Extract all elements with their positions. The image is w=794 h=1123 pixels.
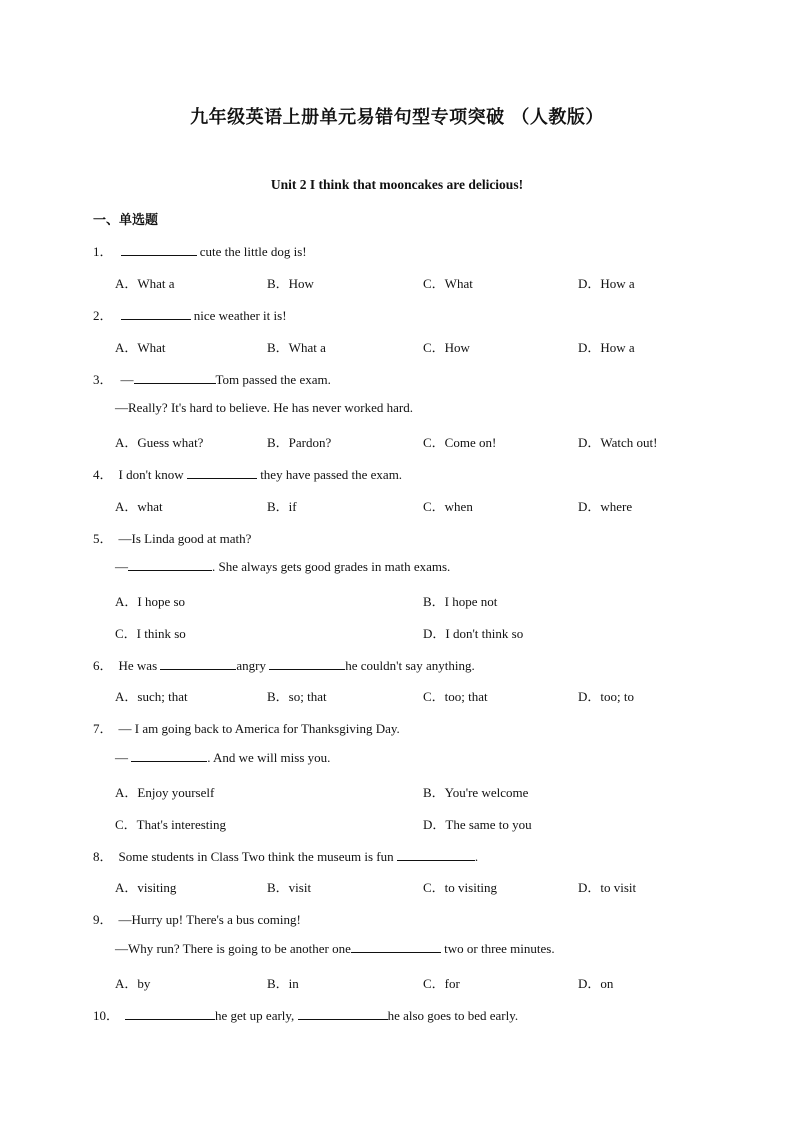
option-b: B．visit	[267, 880, 312, 895]
question-text: angry	[236, 658, 270, 673]
option-a: A．what	[115, 499, 163, 514]
question-number: 7．	[93, 721, 113, 736]
question-5	[93, 528, 251, 547]
question-text: Some students in Class Two think the museum is fun	[118, 849, 397, 864]
question-8	[93, 846, 478, 865]
question-6	[93, 655, 475, 674]
dialogue-line	[115, 559, 450, 575]
option-b: B．How	[267, 276, 314, 291]
option-c: C．too; that	[423, 689, 488, 704]
answer-blank	[128, 559, 212, 571]
dash: —	[115, 559, 128, 574]
question-9	[93, 909, 301, 928]
question-4	[93, 464, 402, 483]
option-b: B．What a	[267, 340, 326, 355]
question-text: — I am going back to America for Thanksgiving Day.	[118, 721, 400, 736]
option-a: A．by	[115, 976, 151, 991]
question-text: . And we will miss you.	[207, 750, 331, 765]
option-c: C．when	[423, 499, 473, 514]
section-heading: 一、单选题	[93, 213, 159, 228]
question-text: . She always gets good grades in math exams.	[212, 559, 451, 574]
option-c: C．Come on!	[423, 435, 497, 450]
option-c: C．to visiting	[423, 880, 498, 895]
question-1	[93, 241, 307, 260]
question-number: 4．	[93, 467, 113, 482]
answer-blank	[131, 750, 207, 762]
question-text: I don't know	[118, 467, 187, 482]
question-text: he also goes to bed early.	[387, 1008, 519, 1023]
dialogue-line	[115, 750, 330, 766]
question-number: 6．	[93, 658, 113, 673]
question-2	[93, 305, 287, 324]
option-b: B．You're welcome	[423, 785, 529, 800]
question-3	[93, 369, 331, 388]
option-d: D．The same to you	[423, 817, 532, 832]
question-number: 5．	[93, 531, 113, 546]
option-d: D．Watch out!	[578, 435, 658, 450]
option-b: B．I hope not	[423, 594, 498, 609]
dialogue-line	[115, 941, 555, 957]
option-d: D．too; to	[578, 689, 634, 704]
dash: —	[115, 750, 132, 765]
option-a: A．Guess what?	[115, 435, 204, 450]
option-a: A．What	[115, 340, 166, 355]
answer-blank	[397, 849, 475, 861]
answer-blank	[160, 658, 236, 670]
option-d: D．I don't think so	[423, 626, 524, 641]
option-c: C．I think so	[115, 626, 186, 641]
option-c: C．What	[423, 276, 473, 291]
question-7	[93, 718, 400, 737]
answer-blank	[121, 308, 191, 320]
option-d: D．How a	[578, 340, 635, 355]
dash: —	[120, 372, 134, 387]
unit-subtitle: Unit 2 I think that mooncakes are delicious!	[270, 177, 524, 192]
question-text: nice weather it is!	[190, 308, 287, 323]
question-number: 1．	[93, 244, 113, 259]
question-number: 9．	[93, 912, 113, 927]
document-title: 九年级英语上册单元易错句型专项突破 （人教版）	[190, 107, 604, 128]
option-a: A．Enjoy yourself	[115, 785, 215, 800]
answer-blank	[269, 658, 345, 670]
option-a: A．What a	[115, 276, 175, 291]
dialogue-line: —Really? It's hard to believe. He has never worked hard.	[115, 400, 413, 415]
option-d: D．How a	[578, 276, 635, 291]
question-number: 10．	[93, 1008, 120, 1023]
question-text: He was	[118, 658, 161, 673]
question-text: cute the little dog is!	[196, 244, 307, 259]
question-text: Tom passed the exam.	[215, 372, 331, 387]
option-c: C．for	[423, 976, 460, 991]
question-text: —Hurry up! There's a bus coming!	[118, 912, 301, 927]
question-text: —Why run? There is going to be another one	[115, 941, 351, 956]
option-a: A．such; that	[115, 689, 188, 704]
question-number: 8．	[93, 849, 113, 864]
question-10	[93, 1005, 518, 1024]
option-b: B．if	[267, 499, 297, 514]
question-text: he couldn't say anything.	[345, 658, 475, 673]
question-text: they have passed the exam.	[256, 467, 403, 482]
option-c: C．How	[423, 340, 470, 355]
answer-blank	[121, 244, 197, 256]
option-a: A．visiting	[115, 880, 177, 895]
option-b: B．in	[267, 976, 299, 991]
question-text: .	[474, 849, 479, 864]
option-b: B．Pardon?	[267, 435, 332, 450]
option-a: A．I hope so	[115, 594, 186, 609]
option-d: D．on	[578, 976, 614, 991]
answer-blank	[134, 372, 216, 384]
question-text: two or three minutes.	[440, 941, 555, 956]
answer-blank	[298, 1008, 388, 1020]
answer-blank	[351, 941, 441, 953]
answer-blank	[187, 467, 257, 479]
option-c: C．That's interesting	[115, 817, 227, 832]
answer-blank	[125, 1008, 215, 1020]
question-number: 3．	[93, 372, 113, 387]
question-number: 2．	[93, 308, 113, 323]
question-text: —Is Linda good at math?	[118, 531, 252, 546]
option-b: B．so; that	[267, 689, 327, 704]
option-d: D．where	[578, 499, 633, 514]
option-d: D．to visit	[578, 880, 637, 895]
question-text: he get up early,	[215, 1008, 298, 1023]
